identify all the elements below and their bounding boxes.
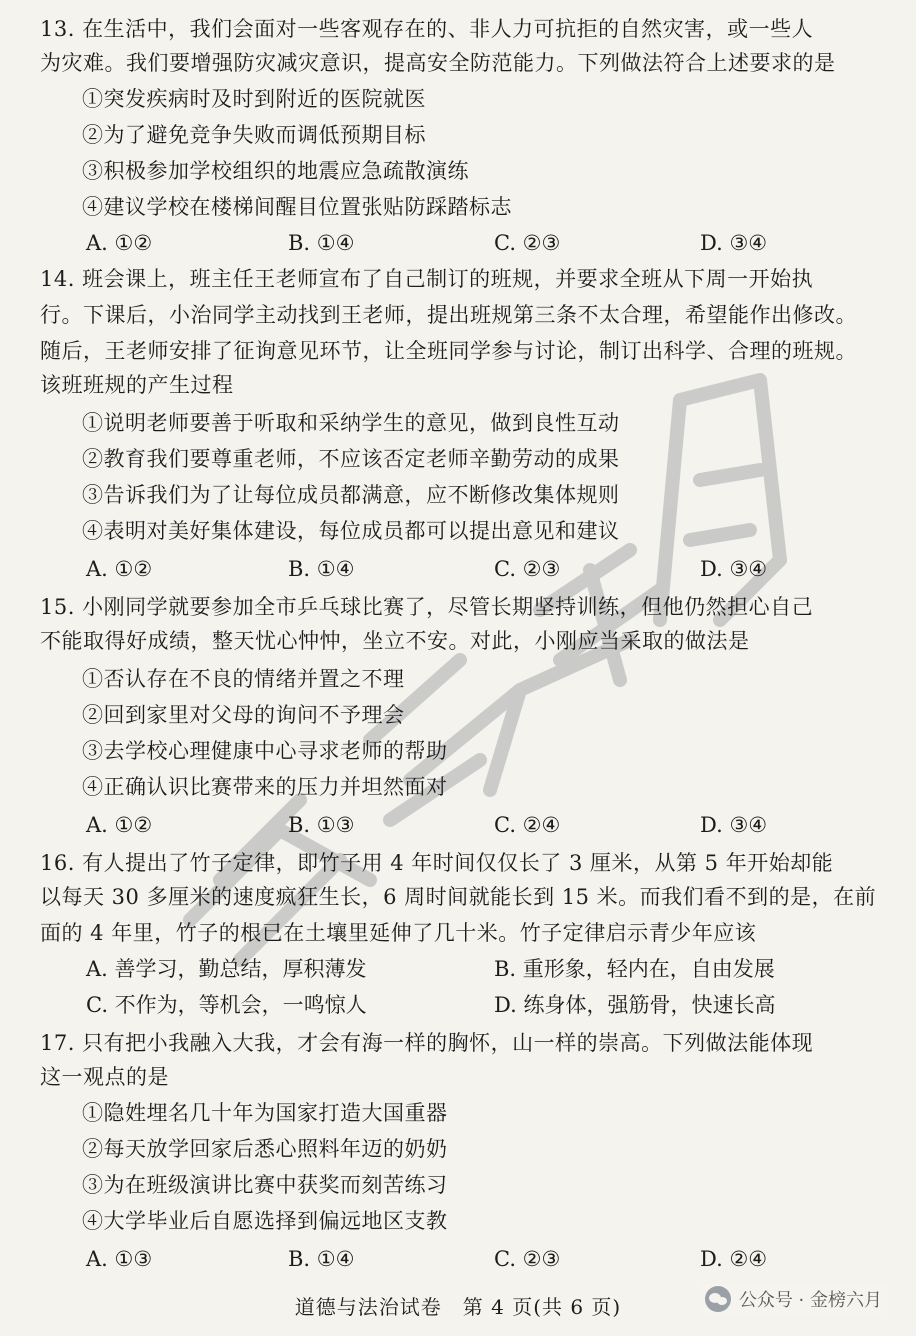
q15-choice-b: B. ①③ (288, 813, 355, 837)
q16-stem-line-1: 16. 有人提出了竹子定律，即竹子用 4 年时间仅仅长了 3 厘米，从第 5 年开始却能 (40, 851, 834, 875)
q16-choice-a: A. 善学习，勤总结，厚积薄发 (86, 957, 367, 981)
q15-stem-line-1: 15. 小刚同学就要参加全市乒乓球比赛了，尽管长期坚持训练，但他仍然担心自己 (40, 595, 814, 619)
q13-stem-line-2: 为灾难。我们要增强防灾减灾意识，提高安全防范能力。下列做法符合上述要求的是 (40, 51, 836, 75)
q14-stem-line-4: 该班班规的产生过程 (40, 373, 234, 397)
q14-option-3: ③告诉我们为了让每位成员都满意，应不断修改集体规则 (82, 483, 620, 507)
q17-option-1: ①隐姓埋名几十年为国家打造大国重器 (82, 1101, 448, 1125)
q13-choice-b: B. ①④ (288, 231, 355, 255)
q14-choice-c: C. ②③ (494, 557, 561, 581)
q17-option-3: ③为在班级演讲比赛中获奖而刻苦练习 (82, 1173, 448, 1197)
q17-option-4: ④大学毕业后自愿选择到偏远地区支教 (82, 1209, 448, 1233)
q15-stem-line-2: 不能取得好成绩，整天忧心忡忡，坐立不安。对此，小刚应当采取的做法是 (40, 629, 750, 653)
q13-option-2: ②为了避免竞争失败而调低预期目标 (82, 123, 426, 147)
q15-option-1: ①否认存在不良的情绪并置之不理 (82, 667, 405, 691)
q14-stem-line-2: 行。下课后，小治同学主动找到王老师，提出班规第三条不太合理，希望能作出修改。 (40, 303, 857, 327)
q16-choice-d: D. 练身体，强筋骨，快速长高 (494, 993, 776, 1017)
q13-option-3: ③积极参加学校组织的地震应急疏散演练 (82, 159, 469, 183)
q17-choice-a: A. ①③ (86, 1247, 153, 1271)
q17-choice-b: B. ①④ (288, 1247, 355, 1271)
q16-choice-c: C. 不作为，等机会，一鸣惊人 (86, 993, 367, 1017)
q14-option-1: ①说明老师要善于听取和采纳学生的意见，做到良性互动 (82, 411, 620, 435)
q13-choice-c: C. ②③ (494, 231, 561, 255)
q14-option-2: ②教育我们要尊重老师，不应该否定老师辛勤劳动的成果 (82, 447, 620, 471)
q16-stem-line-3: 面的 4 年里，竹子的根已在土壤里延伸了几十米。竹子定律启示青少年应该 (40, 921, 757, 945)
q16-choice-b: B. 重形象，轻内在，自由发展 (494, 957, 775, 981)
q15-option-2: ②回到家里对父母的询问不予理会 (82, 703, 405, 727)
q13-option-1: ①突发疾病时及时到附近的医院就医 (82, 87, 426, 111)
q17-choice-c: C. ②③ (494, 1247, 561, 1271)
q13-option-4: ④建议学校在楼梯间醒目位置张贴防踩踏标志 (82, 195, 512, 219)
brand-badge[interactable] (699, 1284, 888, 1314)
q15-option-4: ④正确认识比赛带来的压力并坦然面对 (82, 775, 448, 799)
q14-option-4: ④表明对美好集体建设，每位成员都可以提出意见和建议 (82, 519, 620, 543)
q15-choice-c: C. ②④ (494, 813, 561, 837)
q13-choice-d: D. ③④ (700, 231, 768, 255)
q17-choice-d: D. ②④ (700, 1247, 768, 1271)
wechat-icon (705, 1286, 731, 1312)
q15-choice-a: A. ①② (86, 813, 153, 837)
q14-choice-d: D. ③④ (700, 557, 768, 581)
q14-stem-line-1: 14. 班会课上，班主任王老师宣布了自己制订的班规，并要求全班从下周一开始执 (40, 267, 814, 291)
q17-stem-line-2: 这一观点的是 (40, 1065, 169, 1089)
q15-option-3: ③去学校心理健康中心寻求老师的帮助 (82, 739, 448, 763)
q14-choice-a: A. ①② (86, 557, 153, 581)
brand-label: 公众号 · 金榜六月 (738, 1290, 882, 1311)
page-footer: 道德与法治试卷 第 4 页(共 6 页) (294, 1295, 622, 1319)
q17-stem-line-1: 17. 只有把小我融入大我，才会有海一样的胸怀，山一样的崇高。下列做法能体现 (40, 1031, 814, 1055)
q13-choice-a: A. ①② (86, 231, 153, 255)
q16-stem-line-2: 以每天 30 多厘米的速度疯狂生长，6 周时间就能长到 15 米。而我们看不到的是，在前 (40, 885, 877, 909)
q15-choice-d: D. ③④ (700, 813, 768, 837)
q14-stem-line-3: 随后，王老师安排了征询意见环节，让全班同学参与讨论，制订出科学、合理的班规。 (40, 339, 857, 363)
q17-option-2: ②每天放学回家后悉心照料年迈的奶奶 (82, 1137, 448, 1161)
q13-stem-line-1: 13. 在生活中，我们会面对一些客观存在的、非人力可抗拒的自然灾害，或一些人 (40, 17, 814, 41)
q14-choice-b: B. ①④ (288, 557, 355, 581)
